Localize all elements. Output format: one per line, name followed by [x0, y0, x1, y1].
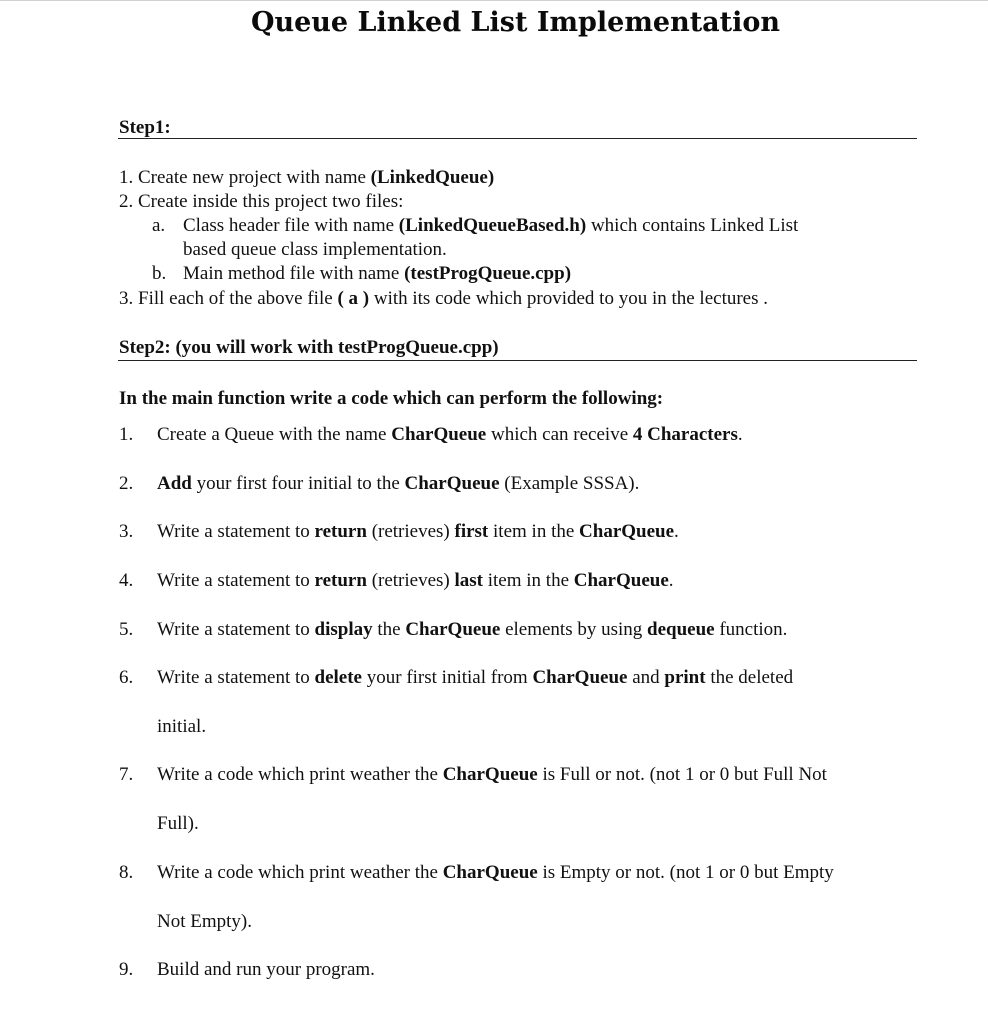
list-item: Write a statement to delete your first initial from CharQueue and print the deleted	[157, 667, 794, 688]
page-top-border	[0, 0, 988, 1]
list-item: Write a statement to return (retrieves) last item in the CharQueue.	[157, 570, 674, 591]
list-item: Write a statement to return (retrieves) first item in the CharQueue.	[157, 521, 679, 542]
step1-underline	[118, 138, 917, 139]
list-item: Create a Queue with the name CharQueue which can receive 4 Characters.	[157, 424, 743, 445]
list-item-continuation: initial.	[157, 716, 207, 737]
list-item-number: 7.	[119, 764, 134, 785]
step1-sublist-item-b: Main method file with name (testProgQueue.cpp)	[183, 263, 572, 284]
step2-underline	[118, 360, 917, 361]
page-title: Queue Linked List Implementation	[250, 7, 781, 38]
step1-sublist-item-a: Class header file with name (LinkedQueueBased.h) which contains Linked List	[183, 215, 799, 236]
list-item-number: 6.	[119, 667, 134, 688]
list-item-number: 8.	[119, 862, 134, 883]
list-item-number: 1.	[119, 424, 134, 445]
step1-sublist-marker-b: b.	[152, 263, 167, 284]
step1-line-3: 3. Fill each of the above file ( a ) with its code which provided to you in the lectures .	[119, 288, 769, 309]
list-item: Build and run your program.	[157, 959, 375, 980]
list-item-continuation: Not Empty).	[157, 911, 252, 932]
step1-sublist-item-a-continued: based queue class implementation.	[183, 239, 447, 260]
list-item-number: 3.	[119, 521, 134, 542]
list-item: Write a statement to display the CharQueue elements by using dequeue function.	[157, 619, 788, 640]
list-item-continuation: Full).	[157, 813, 199, 834]
list-item: Write a code which print weather the CharQueue is Full or not. (not 1 or 0 but Full Not	[157, 764, 827, 785]
step2-heading: Step2: (you will work with testProgQueue.cpp)	[119, 337, 499, 358]
list-item-number: 5.	[119, 619, 134, 640]
step1-sublist-marker-a: a.	[152, 215, 166, 236]
list-item-number: 2.	[119, 473, 134, 494]
step1-heading: Step1:	[119, 117, 171, 138]
step1-line-2: 2. Create inside this project two files:	[119, 191, 404, 212]
step1-line-1: 1. Create new project with name (LinkedQueue)	[119, 167, 495, 188]
list-item-number: 9.	[119, 959, 134, 980]
list-item-number: 4.	[119, 570, 134, 591]
list-item: Write a code which print weather the CharQueue is Empty or not. (not 1 or 0 but Empty	[157, 862, 834, 883]
list-item: Add your first four initial to the CharQueue (Example SSSA).	[157, 473, 640, 494]
step2-intro: In the main function write a code which can perform the following:	[119, 388, 664, 409]
